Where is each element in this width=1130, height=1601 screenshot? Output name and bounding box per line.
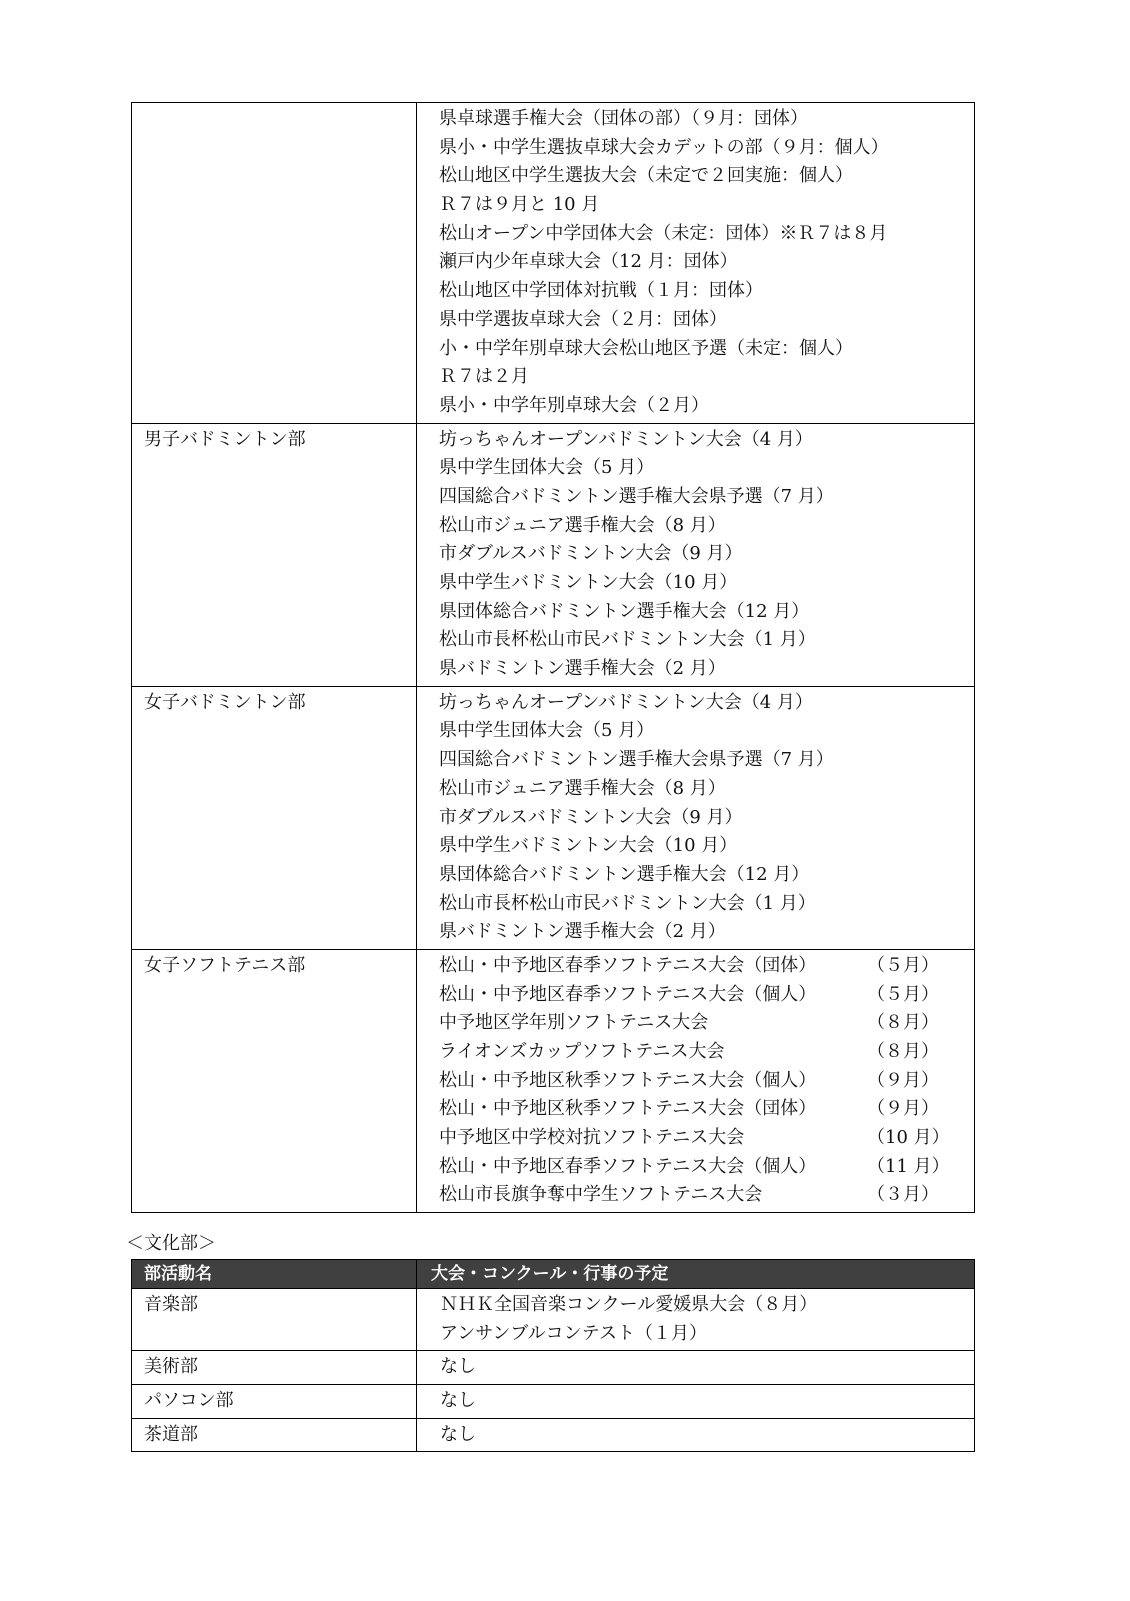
event-item — [439, 1153, 974, 1182]
event-item — [439, 981, 974, 1010]
event-item — [439, 454, 974, 483]
event-item — [439, 918, 974, 947]
event-name: 松山地区中学生選抜大会（未定で２回実施：個人） — [439, 165, 853, 187]
club-name-cell: 男子バドミントン部 — [132, 423, 417, 686]
club-name-cell: 女子ソフトテニス部 — [132, 949, 417, 1212]
event-item — [439, 598, 974, 627]
event-name: 四国総合バドミントン選手権大会県予選（7 月） — [439, 485, 834, 507]
event-name: 松山オープン中学団体大会（未定：団体）※Ｒ７は８月 — [439, 222, 888, 244]
event-name: 小・中学年別卓球大会松山地区予選（未定：個人） — [439, 337, 853, 359]
event-name: 松山市長杯松山市民バドミントン大会（1 月） — [439, 892, 816, 914]
event-name: 中予地区中学校対抗ソフトテニス大会 — [439, 1127, 745, 1149]
event-item — [439, 277, 974, 306]
events-cell — [417, 1351, 975, 1385]
header-schedule: 大会・コンクール・行事の予定 — [417, 1260, 975, 1289]
header-club-name: 部活動名 — [132, 1260, 417, 1289]
club-name-cell: 美術部 — [132, 1351, 417, 1385]
event-month: （10 月） — [867, 1127, 950, 1149]
club-name-cell: 茶道部 — [132, 1418, 417, 1452]
event-name: 県中学生バドミントン大会（10 月） — [439, 572, 738, 593]
culture-section-heading: ＜文化部＞ — [126, 1233, 216, 1254]
events-cell — [417, 1289, 975, 1351]
event-item — [439, 861, 974, 890]
event-name: 松山市長杯松山市民バドミントン大会（1 月） — [439, 629, 816, 651]
event-name: 県中学生団体大会（5 月） — [439, 457, 655, 479]
club-name-cell: パソコン部 — [132, 1385, 417, 1419]
event-name: 松山・中予地区春季ソフトテニス大会（団体） — [439, 954, 817, 976]
table-row — [132, 1351, 975, 1385]
event-name: 県中学選抜卓球大会（２月：団体） — [439, 308, 727, 330]
event-name: 県卓球選手権大会（団体の部）（９月：団体） — [439, 108, 808, 129]
table-row — [132, 1418, 975, 1452]
culture-table-body — [132, 1289, 975, 1452]
event-item — [439, 1067, 974, 1096]
event-item — [439, 105, 974, 134]
event-item — [439, 483, 974, 512]
club-name-cell — [132, 103, 417, 424]
event-name: 県中学生団体大会（5 月） — [439, 720, 655, 742]
event-item — [439, 1095, 974, 1124]
event-item — [439, 689, 974, 718]
event-name: 県小・中学生選抜卓球大会カデットの部（９月：個人） — [439, 136, 889, 158]
sports-club-table — [131, 102, 975, 1213]
event-name: 市ダブルスバドミントン大会（9 月） — [439, 806, 743, 828]
table-row — [132, 103, 975, 424]
event-item — [439, 162, 974, 191]
culture-club-table — [131, 1259, 975, 1452]
event-name: 県団体総合バドミントン選手権大会（12 月） — [439, 600, 810, 622]
event-item — [439, 952, 974, 981]
event-name: 四国総合バドミントン選手権大会県予選（7 月） — [439, 749, 834, 771]
event-name: 坊っちゃんオープンバドミントン大会（4 月） — [439, 691, 813, 713]
culture-table-header-row — [132, 1260, 975, 1289]
event-item — [439, 890, 974, 919]
table-row — [132, 949, 975, 1212]
event-month: （11 月） — [867, 1155, 950, 1177]
event-month: （８月） — [867, 1012, 939, 1034]
table-row — [132, 686, 975, 949]
event-name: 市ダブルスバドミントン大会（9 月） — [439, 543, 743, 565]
event-item — [440, 1320, 974, 1349]
event-item — [439, 655, 974, 684]
event-name: 県団体総合バドミントン選手権大会（12 月） — [439, 863, 810, 885]
events-cell — [417, 1385, 975, 1419]
event-item — [439, 512, 974, 541]
events-cell — [417, 686, 975, 949]
event-item — [439, 746, 974, 775]
event-item — [439, 626, 974, 655]
event-item — [440, 1387, 974, 1416]
event-name: Ｒ７は２月 — [439, 366, 529, 388]
event-item — [439, 426, 974, 455]
event-name: 県中学生バドミントン大会（10 月） — [439, 835, 738, 857]
club-name-cell: 女子バドミントン部 — [132, 686, 417, 949]
sports-table-body — [132, 103, 975, 1213]
event-name: 県バドミントン選手権大会（2 月） — [439, 658, 726, 680]
event-name: 坊っちゃんオープンバドミントン大会（4 月） — [439, 428, 813, 450]
event-name: 県バドミントン選手権大会（2 月） — [439, 921, 726, 943]
event-item — [439, 335, 974, 364]
event-item — [439, 804, 974, 833]
event-name: ライオンズカップソフトテニス大会 — [439, 1041, 725, 1062]
event-month: （５月） — [867, 954, 939, 976]
table-row — [132, 1289, 975, 1351]
event-item — [439, 392, 974, 421]
club-name-cell: 音楽部 — [132, 1289, 417, 1351]
event-name: 松山市ジュニア選手権大会（8 月） — [439, 514, 726, 536]
event-item — [439, 717, 974, 746]
event-item — [439, 832, 974, 861]
event-name: なし — [440, 1423, 476, 1445]
event-name: 松山・中予地区秋季ソフトテニス大会（個人） — [439, 1069, 817, 1091]
event-item — [440, 1353, 974, 1382]
event-name: なし — [440, 1356, 476, 1378]
event-item — [439, 134, 974, 163]
event-item — [439, 306, 974, 335]
table-row — [132, 423, 975, 686]
event-name: 松山・中予地区春季ソフトテニス大会（個人） — [439, 1155, 817, 1177]
event-name: 松山・中予地区秋季ソフトテニス大会（団体） — [439, 1098, 817, 1120]
event-month: （９月） — [867, 1098, 939, 1120]
events-cell — [417, 423, 975, 686]
event-name: Ｒ７は９月と 10 月 — [439, 194, 600, 216]
event-item — [439, 540, 974, 569]
event-item — [439, 220, 974, 249]
event-item — [439, 191, 974, 220]
events-cell — [417, 103, 975, 424]
event-name: アンサンブルコンテスト（１月） — [440, 1322, 707, 1344]
event-item — [439, 363, 974, 392]
event-name: 県小・中学年別卓球大会（２月） — [439, 394, 709, 416]
event-name: 松山・中予地区春季ソフトテニス大会（個人） — [439, 983, 817, 1005]
table-row — [132, 1385, 975, 1419]
event-name: 瀬戸内少年卓球大会（12 月：団体） — [439, 251, 738, 273]
event-item — [439, 1009, 974, 1038]
event-item — [440, 1291, 974, 1320]
event-item — [439, 1038, 974, 1067]
events-cell — [417, 1418, 975, 1452]
event-month: （９月） — [867, 1069, 939, 1091]
event-name: 松山市ジュニア選手権大会（8 月） — [439, 777, 726, 799]
event-item — [439, 1124, 974, 1153]
event-name: 松山市長旗争奪中学生ソフトテニス大会 — [439, 1184, 763, 1206]
event-item — [439, 248, 974, 277]
events-cell — [417, 949, 975, 1212]
event-item — [439, 1181, 974, 1210]
event-name: ＮＨＫ全国音楽コンクール愛媛県大会（８月） — [440, 1294, 818, 1315]
event-item — [439, 569, 974, 598]
event-month: （８月） — [867, 1041, 939, 1062]
event-month: （３月） — [867, 1184, 939, 1206]
event-month: （５月） — [867, 983, 939, 1005]
event-name: 松山地区中学団体対抗戦（１月：団体） — [439, 280, 763, 302]
event-name: 中予地区学年別ソフトテニス大会 — [439, 1012, 709, 1034]
event-name: なし — [440, 1390, 476, 1412]
event-item — [440, 1421, 974, 1450]
event-item — [439, 775, 974, 804]
